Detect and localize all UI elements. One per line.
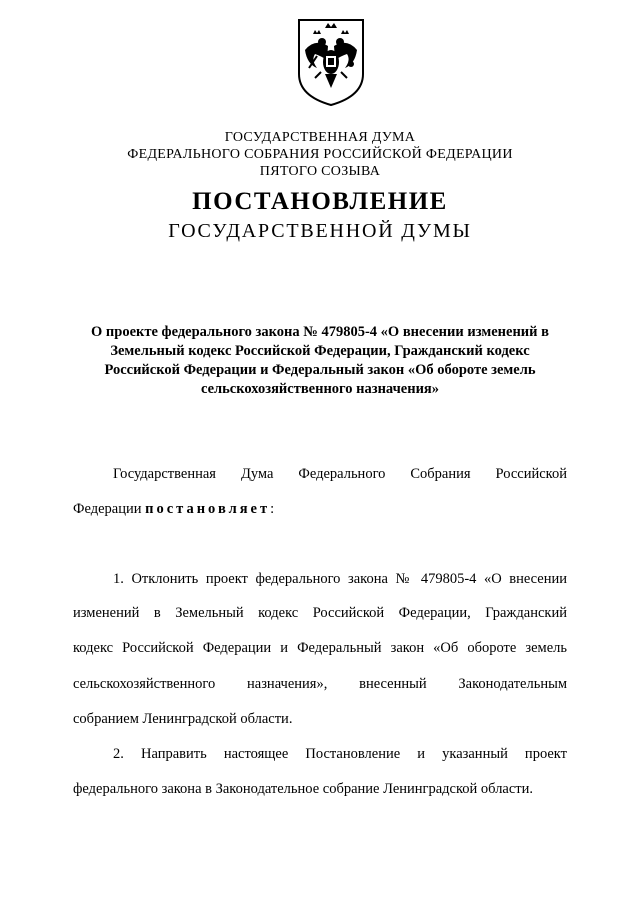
subject-line-4: сельскохозяйственного назначения»	[200, 381, 440, 397]
item1-line-3: кодекс Российской Федерации и Федеральный закон «Об обороте земель	[73, 640, 567, 656]
resolves-word: постановляет	[145, 501, 271, 517]
item2-line-2: федерального закона в Законодательное собрание Ленинградской области.	[73, 781, 534, 797]
item2-line-1: 2. Направить настоящее Постановление и указанный проект	[113, 746, 567, 762]
header-line-3: ПЯТОГО СОЗЫВА	[259, 164, 381, 179]
document-title: ПОСТАНОВЛЕНИЕ	[192, 188, 448, 215]
item1-line-2: изменений в Земельный кодекс Российской Федерации, Гражданский	[73, 605, 567, 621]
subject-line-1: О проекте федерального закона № 479805-4 «О внесении изменений в	[91, 324, 549, 340]
item1-line-1: 1. Отклонить проект федерального закона № 479805-4 «О внесении	[113, 571, 567, 587]
preamble-line-1: Государственная Дума Федерального Собрания Российской	[113, 466, 567, 482]
preamble-colon: :	[270, 501, 275, 517]
item1-line-4: сельскохозяйственного назначения», внесенный Законодательным	[73, 676, 567, 692]
preamble-text: Федерации	[73, 501, 146, 517]
subject-line-2: Земельный кодекс Российской Федерации, Гражданский кодекс	[110, 343, 530, 359]
coat-of-arms-emblem	[295, 16, 367, 108]
subject-line-3: Российской Федерации и Федеральный закон «Об обороте земель	[104, 362, 536, 378]
document-subtitle: ГОСУДАРСТВЕННОЙ ДУМЫ	[168, 220, 472, 242]
preamble-line-2	[73, 501, 567, 518]
document-subject	[70, 323, 570, 399]
item1-line-5: собранием Ленинградской области.	[73, 711, 293, 727]
header-line-2: ФЕДЕРАЛЬНОГО СОБРАНИЯ РОССИЙСКОЙ ФЕДЕРАЦИИ	[127, 147, 513, 162]
header-line-1: ГОСУДАРСТВЕННАЯ ДУМА	[224, 130, 416, 145]
